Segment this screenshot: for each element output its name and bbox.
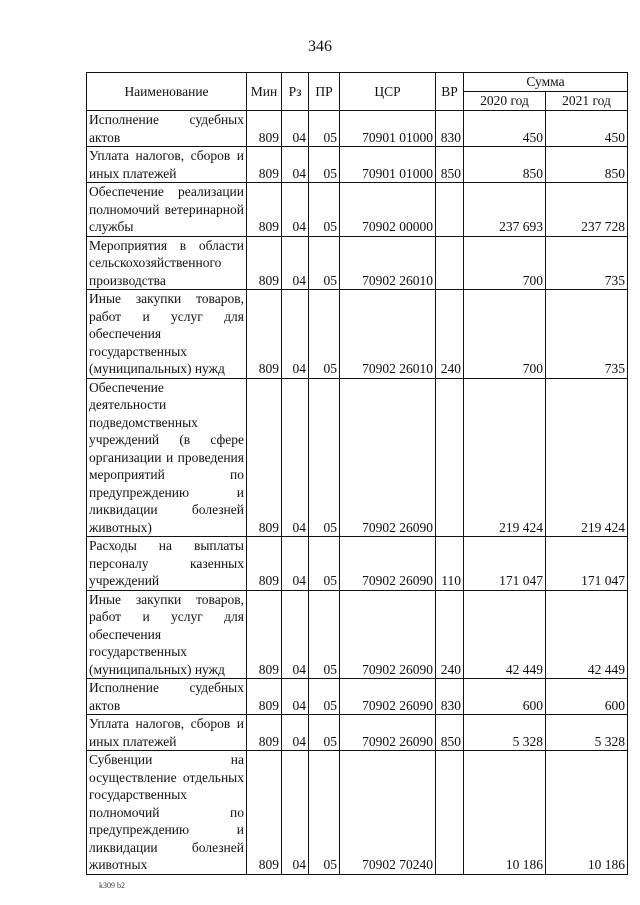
cell-name: Иные закупки товаров, работ и услуг для обеспечения государственных (муниципальных) нужд: [87, 590, 247, 679]
table-row: [87, 537, 628, 591]
cell-y2020: 700: [464, 290, 546, 379]
cell-vr: 830: [436, 111, 464, 147]
header-vr: ВР: [436, 73, 464, 111]
cell-pr: 05: [309, 147, 340, 183]
cell-csr: 70902 26090: [340, 590, 436, 679]
cell-y2021: 10 186: [546, 751, 628, 875]
cell-y2020: 237 693: [464, 183, 546, 237]
cell-csr: 70902 26090: [340, 378, 436, 537]
cell-rz: 04: [282, 537, 309, 591]
table-row: [87, 751, 628, 875]
cell-min: 809: [247, 290, 282, 379]
cell-rz: 04: [282, 183, 309, 237]
cell-min: 809: [247, 111, 282, 147]
cell-y2021: 600: [546, 679, 628, 715]
cell-y2020: 600: [464, 679, 546, 715]
cell-min: 809: [247, 147, 282, 183]
table-row: [87, 590, 628, 679]
cell-y2020: 219 424: [464, 378, 546, 537]
cell-rz: 04: [282, 590, 309, 679]
header-sum: Сумма: [464, 73, 628, 92]
header-2020: 2020 год: [464, 92, 546, 111]
cell-pr: 05: [309, 590, 340, 679]
cell-csr: 70902 00000: [340, 183, 436, 237]
cell-pr: 05: [309, 751, 340, 875]
table-body: [87, 111, 628, 875]
cell-pr: 05: [309, 378, 340, 537]
cell-vr: 830: [436, 679, 464, 715]
cell-name: Уплата налогов, сборов и иных платежей: [87, 147, 247, 183]
cell-min: 809: [247, 715, 282, 751]
cell-y2021: 450: [546, 111, 628, 147]
cell-rz: 04: [282, 751, 309, 875]
table-row: [87, 715, 628, 751]
cell-vr: [436, 183, 464, 237]
cell-csr: 70902 26090: [340, 679, 436, 715]
table-row: [87, 147, 628, 183]
page-number: 346: [308, 38, 332, 55]
cell-min: 809: [247, 751, 282, 875]
cell-y2021: 5 328: [546, 715, 628, 751]
footer-code: k309 b2: [99, 881, 125, 890]
header-min: Мин: [247, 73, 282, 111]
budget-table: [86, 72, 628, 875]
header-2021: 2021 год: [546, 92, 628, 111]
cell-vr: 850: [436, 147, 464, 183]
cell-min: 809: [247, 537, 282, 591]
cell-min: 809: [247, 679, 282, 715]
cell-rz: 04: [282, 111, 309, 147]
table-row: [87, 679, 628, 715]
header-rz: Рз: [282, 73, 309, 111]
table-row: [87, 111, 628, 147]
cell-y2020: 10 186: [464, 751, 546, 875]
cell-name: Иные закупки товаров, работ и услуг для обеспечения государственных (муниципальных) нужд: [87, 290, 247, 379]
cell-rz: 04: [282, 679, 309, 715]
cell-name: Исполнение судебных актов: [87, 679, 247, 715]
cell-rz: 04: [282, 236, 309, 290]
cell-pr: 05: [309, 679, 340, 715]
cell-y2020: 5 328: [464, 715, 546, 751]
cell-csr: 70902 26010: [340, 236, 436, 290]
cell-name: Расходы на выплаты персоналу казенных учреждений: [87, 537, 247, 591]
header-csr: ЦСР: [340, 73, 436, 111]
table-row: [87, 378, 628, 537]
cell-vr: [436, 378, 464, 537]
table-row: [87, 183, 628, 237]
table-row: [87, 236, 628, 290]
header-name: Наименование: [87, 73, 247, 111]
cell-name: Субвенции на осуществление отдельных государственных полномочий по предупреждению и ликвидации болезней животных: [87, 751, 247, 875]
cell-rz: 04: [282, 290, 309, 379]
cell-y2021: 850: [546, 147, 628, 183]
cell-y2021: 735: [546, 236, 628, 290]
cell-vr: 240: [436, 290, 464, 379]
cell-csr: 70902 26090: [340, 537, 436, 591]
cell-csr: 70901 01000: [340, 147, 436, 183]
cell-y2021: 735: [546, 290, 628, 379]
header-row: [87, 73, 628, 92]
cell-y2020: 450: [464, 111, 546, 147]
cell-pr: 05: [309, 111, 340, 147]
cell-csr: 70902 70240: [340, 751, 436, 875]
cell-vr: [436, 236, 464, 290]
cell-csr: 70901 01000: [340, 111, 436, 147]
cell-name: Обеспечение деятельности подведомственных учреждений (в сфере организации и проведения мероприятий по предупреждению и ликвидации болезней животных): [87, 378, 247, 537]
cell-vr: 240: [436, 590, 464, 679]
cell-y2021: 219 424: [546, 378, 628, 537]
cell-pr: 05: [309, 236, 340, 290]
cell-pr: 05: [309, 537, 340, 591]
cell-csr: 70902 26090: [340, 715, 436, 751]
cell-vr: [436, 751, 464, 875]
table-row: [87, 290, 628, 379]
cell-y2020: 850: [464, 147, 546, 183]
cell-pr: 05: [309, 715, 340, 751]
cell-vr: 110: [436, 537, 464, 591]
cell-rz: 04: [282, 378, 309, 537]
cell-name: Мероприятия в области сельскохозяйственного производства: [87, 236, 247, 290]
header-pr: ПР: [309, 73, 340, 111]
cell-y2021: 42 449: [546, 590, 628, 679]
cell-y2020: 42 449: [464, 590, 546, 679]
cell-csr: 70902 26010: [340, 290, 436, 379]
cell-y2020: 700: [464, 236, 546, 290]
cell-min: 809: [247, 590, 282, 679]
cell-rz: 04: [282, 147, 309, 183]
cell-min: 809: [247, 236, 282, 290]
cell-name: Обеспечение реализации полномочий ветеринарной службы: [87, 183, 247, 237]
cell-min: 809: [247, 378, 282, 537]
cell-min: 809: [247, 183, 282, 237]
cell-y2021: 237 728: [546, 183, 628, 237]
cell-name: Уплата налогов, сборов и иных платежей: [87, 715, 247, 751]
cell-y2020: 171 047: [464, 537, 546, 591]
cell-pr: 05: [309, 183, 340, 237]
cell-rz: 04: [282, 715, 309, 751]
cell-name: Исполнение судебных актов: [87, 111, 247, 147]
cell-pr: 05: [309, 290, 340, 379]
cell-y2021: 171 047: [546, 537, 628, 591]
cell-vr: 850: [436, 715, 464, 751]
